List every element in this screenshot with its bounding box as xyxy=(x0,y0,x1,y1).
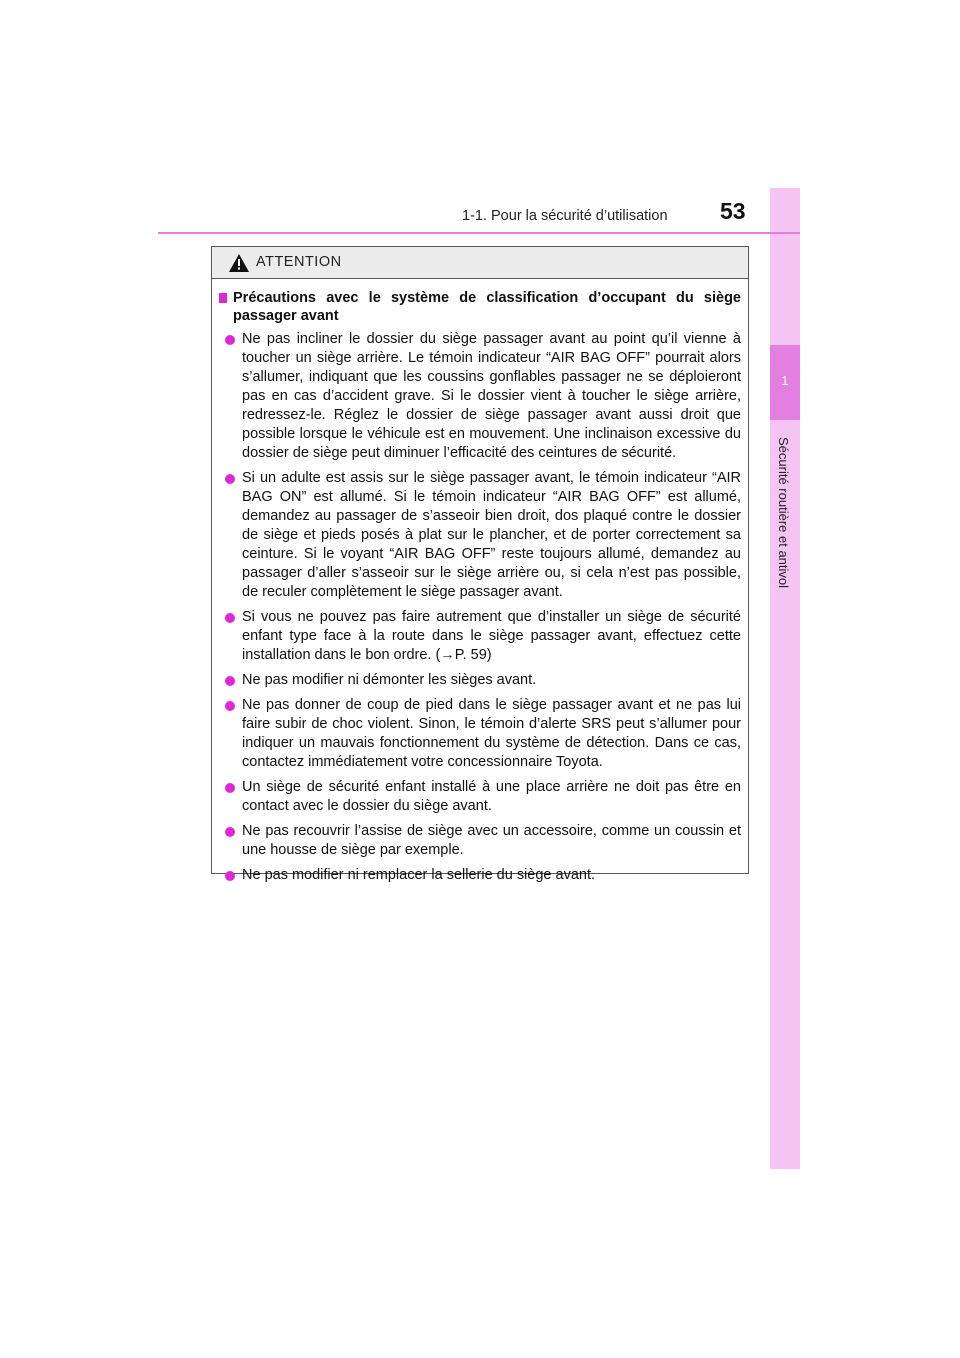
list-item: Ne pas recouvrir l’assise de siège avec un accessoire, comme un coussin et une housse de siège par exemple. xyxy=(218,822,741,860)
bullet-dot-icon xyxy=(225,335,235,345)
list-item: Ne pas incliner le dossier du siège passager avant au point qu’il vienne à toucher un siège arrière. Le témoin indicateur “AIR BAG OFF” pourrait alors s’allumer, indiquant que les coussins gonflables passager ne se déploieront pas en cas d’accident grave. Si le dossier vient à toucher le siège arrière, redressez-le. Réglez le dossier de siège passager avant aussi droit que possible lorsque le véhicule est en mouvement. Une inclinaison excessive du dossier de siège peut diminuer l’efficacité des ceintures de sécurité. xyxy=(218,330,741,463)
warning-content xyxy=(212,279,748,885)
chapter-title: Sécurité routière et antivol xyxy=(776,437,791,589)
bullet-dot-icon xyxy=(225,701,235,711)
subheading-text: Précautions avec le système de classification d’occupant du siège passager avant xyxy=(233,290,741,324)
warning-header xyxy=(212,247,748,279)
warning-list xyxy=(218,330,741,885)
bullet-dot-icon xyxy=(225,783,235,793)
list-item: Si un adulte est assis sur le siège passager avant, le témoin indicateur “AIR BAG ON” est allumé. Si le témoin indicateur “AIR BAG OFF” est allumé, demandez au passager de s’asseoir bien droit, dos plaqué contre le dossier de siège et pieds posés à plat sur le plancher, et de porter correctement sa ceinture. Si le voyant “AIR BAG OFF” reste toujours allumé, demandez au passager d’aller s’asseoir sur le siège arrière ou, si cela n’est pas possible, de reculer complètement le siège passager avant. xyxy=(218,469,741,602)
bullet-dot-icon xyxy=(225,871,235,881)
side-chapter-tab xyxy=(770,188,800,1169)
warning-subheading xyxy=(218,289,741,325)
bullet-dot-icon xyxy=(225,676,235,686)
chapter-number: 1 xyxy=(781,373,789,388)
section-title: 1-1. Pour la sécurité d’utilisation xyxy=(462,208,668,224)
list-item: Si vous ne pouvez pas faire autrement que d’installer un siège de sécurité enfant type face à la route dans le siège passager avant, effectuez cette installation dans le bon ordre. (→P. 59) xyxy=(218,608,741,665)
list-item: Un siège de sécurité enfant installé à une place arrière ne doit pas être en contact avec le dossier du siège avant. xyxy=(218,778,741,816)
bullet-dot-icon xyxy=(225,613,235,623)
header-divider xyxy=(158,232,800,234)
bullet-dot-icon xyxy=(225,827,235,837)
bullet-dot-icon xyxy=(225,474,235,484)
warning-box xyxy=(211,246,749,883)
list-item: Ne pas modifier ni démonter les sièges avant. xyxy=(218,671,741,690)
warning-triangle-icon xyxy=(229,254,249,272)
page-number: 53 xyxy=(720,198,746,224)
warning-label: ATTENTION xyxy=(256,254,342,270)
list-item: Ne pas donner de coup de pied dans le siège passager avant et ne pas lui faire subir de choc violent. Sinon, le témoin d’alerte SRS peut s’allumer pour indiquer un mauvais fonctionnement du système de détection. Dans ce cas, contactez immédiatement votre concessionnaire Toyota. xyxy=(218,696,741,772)
square-bullet-icon xyxy=(219,293,227,303)
list-item: Ne pas modifier ni remplacer la sellerie du siège avant. xyxy=(218,866,741,885)
